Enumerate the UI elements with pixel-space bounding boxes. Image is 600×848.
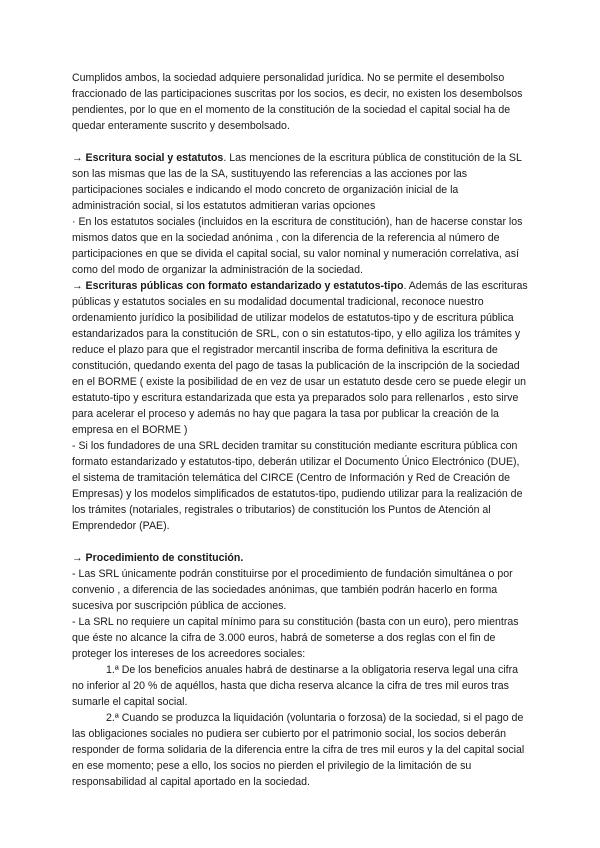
escritura-paragraph	[72, 150, 528, 214]
formato-heading: Escrituras públicas con formato estandarizado y estatutos-tipo	[85, 280, 404, 292]
rule-1: 1.ª De los beneficios anuales habrá de destinarse a la obligatoria reserva legal una cifra no inferior al 20 % de aquéllos, hasta que dicha reserva alcance la cifra de tres mil euros tras sumarle el capital social.	[72, 664, 519, 708]
escritura-text: . Las menciones de la escritura pública de constitución de la SL son las mismas que las de la SA, sustituyendo las referencias a las acciones por las participaciones sociales e indicando el modo concreto de organización inicial de la administración social, si los estatutos admitieran varias opciones	[72, 152, 522, 212]
procedimiento-paragraph-2: - La SRL no requiere un capital mínimo para su constitución (basta con un euro), pero mientras que éste no alcance la cifra de 3.000 euros, habrá de someterse a dos reglas con el fin de proteger los intereses de los acreedores sociales:	[72, 616, 519, 660]
escritura-heading: Escritura social y estatutos	[85, 152, 224, 164]
procedimiento-paragraph-1: - Las SRL únicamente podrán constituirse por el procedimiento de fundación simultánea o por convenio , a diferencia de las sociedades anónimas, que también podrán hacerlo en forma sucesiva por suscripción pública de acciones.	[72, 568, 513, 612]
document-body	[72, 70, 528, 790]
arrow-icon: →	[72, 280, 86, 292]
formato-text: . Además de las escrituras públicas y estatutos sociales en su modalidad documental tradicional, reconoce nuestro ordenamiento jurídico la posibilidad de utilizar modelos de estatutos-tipo y de escritura pública estandarizados para la constitución de SRL, con o sin estatutos-tipo, y ello agiliza los trámites y reduce el plazo para que el registrador mercantil inscriba de forma definitiva la escritura de constitución, quedando exenta del pago de tasas la publicación de la inscripción de la sociedad en el BORME ( existe la posibilidad de en vez de usar un estatuto desde cero se puede elegir un estatuto-tipo y escritura estandarizada que esta ya preparados solo para rellenarlos , esto sirve para acelerar el proceso y además no hay que pagara la tasa por publicar la creación de la empresa en el BORME )	[72, 280, 528, 436]
arrow-icon: →	[72, 552, 86, 564]
spacer	[72, 534, 528, 550]
procedimiento-heading-line	[72, 550, 528, 566]
intro-paragraph: Cumplidos ambos, la sociedad adquiere personalidad jurídica. No se permite el desembolso fraccionado de las participaciones suscritas por los socios, es decir, no existen los desembolsos pendientes, por lo que en el momento de la constitución de la sociedad el capital social ha de quedar enteramente suscrito y desembolsado.	[72, 72, 523, 132]
arrow-icon: →	[72, 152, 86, 164]
rule-2: 2.ª Cuando se produzca la liquidación (voluntaria o forzosa) de la sociedad, si el pago de las obligaciones sociales no pudiera ser cubierto por el patrimonio social, los socios deberán responder de forma solidaria de la diferencia entre la cifra de tres mil euros y la del capital social en ese momento; pese a ello, los socios no pierden el privilegio de la limitación de su responsabilidad al capital aportado en la sociedad.	[72, 712, 525, 788]
fundadores-paragraph: - Si los fundadores de una SRL deciden tramitar su constitución mediante escritura pública con formato estandarizado y estatutos-tipo, deberán utilizar el Documento Único Electrónico (DUE), el sistema de tramitación telemática del CIRCE (Centro de Información y Red de Creación de Empresas) y los modelos simplificados de estatutos-tipo, pudiendo utilizar para la realización de los trámites (notariales, registrales o tributarios) de constitución los Puntos de Atención al Emprendedor (PAE).	[72, 440, 523, 532]
estatutos-bullet: · En los estatutos sociales (incluidos en la escritura de constitución), han de hacerse constar los mismos datos que en la sociedad anónima , con la diferencia de la referencia al número de participaciones en que se divida el capital social, su valor nominal y numeración correlativa, así como del modo de organizar la administración de la sociedad.	[72, 216, 523, 276]
formato-paragraph	[72, 278, 528, 438]
spacer	[72, 134, 528, 150]
procedimiento-heading: Procedimiento de constitución.	[85, 552, 244, 564]
